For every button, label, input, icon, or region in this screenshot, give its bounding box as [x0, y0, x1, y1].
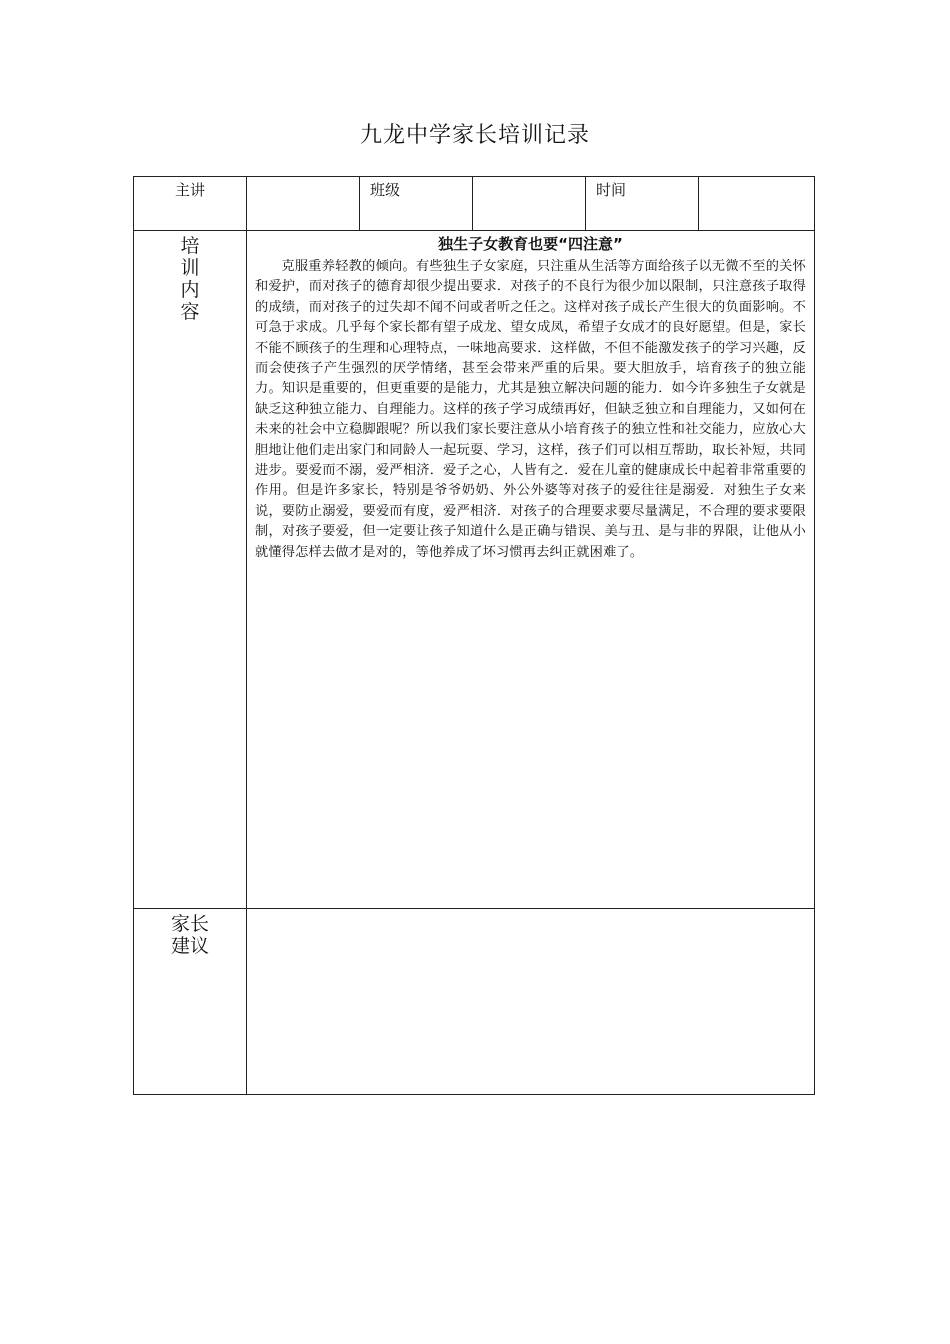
suggestion-row — [134, 909, 815, 1095]
class-field[interactable] — [473, 177, 586, 231]
page-title: 九龙中学家长培训记录 — [359, 123, 590, 148]
time-field[interactable] — [699, 177, 815, 231]
class-label: 班级 — [360, 177, 473, 231]
header-row — [134, 177, 815, 231]
time-label: 时间 — [586, 177, 699, 231]
article-title: 独生子女教育也要“四注意” — [438, 235, 623, 253]
training-record-table — [133, 176, 815, 1095]
content-row — [134, 231, 815, 909]
training-content-cell — [247, 231, 815, 909]
parent-suggestion-label: 家长 建议 — [134, 909, 247, 1095]
training-content-label: 培 训 内 容 — [134, 231, 247, 909]
article-body: 克服重养轻教的倾向。有些独生子女家庭，只注重从生活等方面给孩子以无微不至的关怀和爱护，而对孩子的德育却很少提出要求．对孩子的不良行为很少加以限制，只注意孩子取得的成绩，而对孩子的过失却不闻不问或者听之任之。这样对孩子成长产生很大的负面影响。不可急于求成。几乎每个家长都有望子成龙、望女成凤，希望子女成才的良好愿望。但是，家长不能不顾孩子的生理和心理特点，一味地高要求．这样做，不但不能激发孩子的学习兴趣，反而会使孩子产生强烈的厌学情绪，甚至会带来严重的后果。要大胆放手，培育孩子的独立能力。知识是重要的，但更重要的是能力，尤其是独立解决问题的能力．如今许多独生子女就是缺乏这种独立能力、自理能力。这样的孩子学习成绩再好，但缺乏独立和自理能力，又如何在未来的社会中立稳脚跟呢？所以我们家长要注意从小培育孩子的独立性和社交能力，应放心大胆地让他们走出家门和同龄人一起玩耍、学习，这样，孩子们可以相互帮助，取长补短，共同进步。要爱而不溺，爱严相济．爱子之心，人皆有之．爱在儿童的健康成长中起着非常重要的作用。但是许多家长，特别是爷爷奶奶、外公外婆等对孩子的爱往往是溺爱．对独生子女来说，要防止溺爱，要爱而有度，爱严相济．对孩子的合理要求要尽量满足，不合理的要求要限制，对孩子要爱，但一定要让孩子知道什么是正确与错误、美与丑、是与非的界限，让他从小就懂得怎样去做才是对的，等他养成了坏习惯再去纠正就困难了。 — [255, 259, 806, 560]
speaker-field[interactable] — [247, 177, 360, 231]
parent-suggestion-field[interactable] — [247, 909, 815, 1095]
speaker-label: 主讲 — [134, 177, 247, 231]
